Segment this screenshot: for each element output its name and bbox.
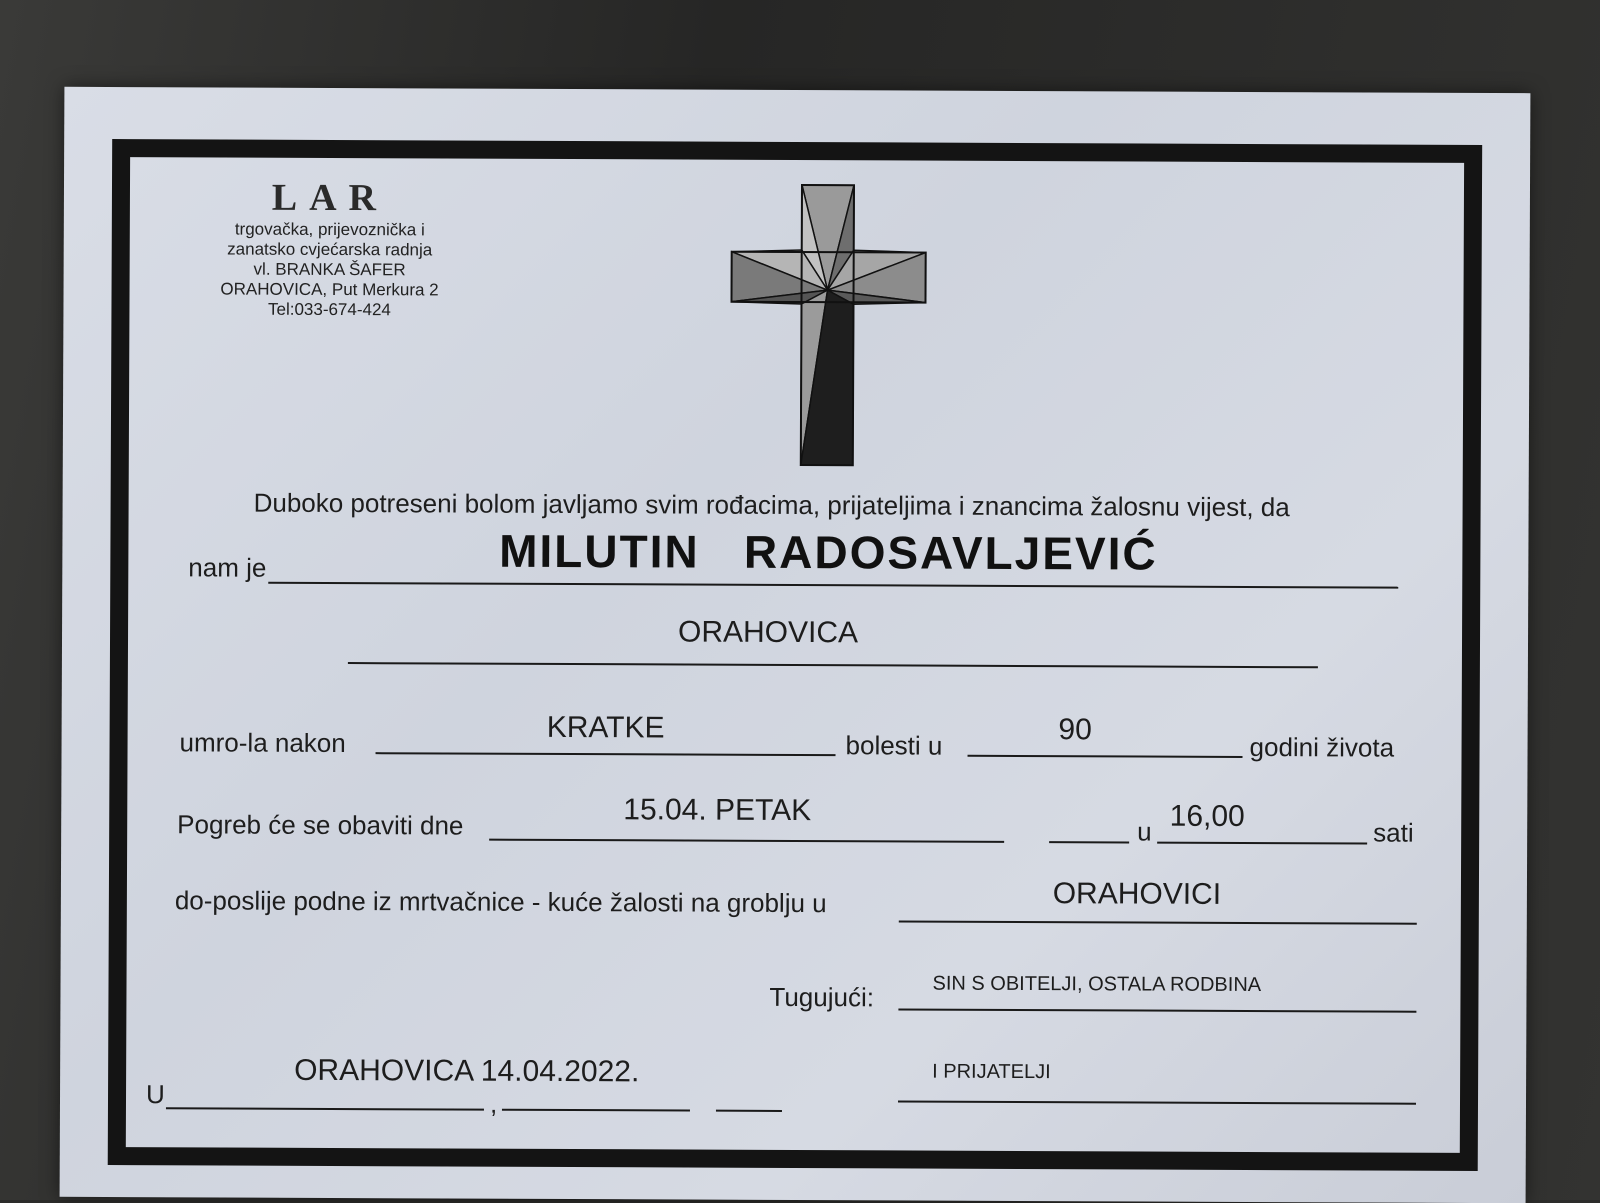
place-underline [348,662,1318,668]
mourners-label: Tugujući: [769,981,875,1013]
cross-icon [729,180,930,471]
funeral-at-label: u [1137,816,1152,847]
letterhead-line: vl. BRANKA ŠAFER [253,259,406,280]
footer-prefix-label: U [145,1079,165,1110]
burial-place-underline [899,920,1417,924]
funeral-date: 15.04. PETAK [623,793,812,828]
died-after-label: umro-la nakon [179,727,346,759]
funeral-date-underline [489,839,1004,843]
funeral-time: 16,00 [1169,799,1245,833]
funeral-date-label: Pogreb će se obaviti dne [177,809,464,841]
letterhead [184,175,475,320]
illness-type: KRATKE [546,710,665,745]
mourners-underline-1 [898,1008,1416,1012]
illness-in-label: bolesti u [845,730,943,761]
funeral-time-underline [1157,842,1367,845]
footer-place-underline [166,1107,484,1110]
burial-label: do-poslije podne iz mrtvačnice - kuće žalosti na groblju u [174,885,827,919]
intro-text: Duboko potreseni bolom javljamo svim rođacima, prijateljima i znancima žalosnu vijest, da [253,487,1290,523]
illness-underline [376,752,836,756]
obituary-notice [60,87,1531,1203]
name-underline [268,582,1398,589]
letterhead-line: trgovačka, prijevoznička i [234,219,425,240]
letterhead-line: Tel:033-674-424 [267,299,391,320]
mourners-underline-2 [898,1100,1416,1104]
funeral-blank-underline [1049,841,1129,843]
letterhead-line: zanatsko cvjećarska radnja [227,239,433,260]
name-prefix-label: nam je [188,552,267,583]
age-underline [968,755,1243,758]
age-value: 90 [1058,713,1092,747]
footer-comma: , [489,1088,498,1119]
footer-year-underline [716,1110,782,1112]
letterhead-line: ORAHOVICA, Put Merkura 2 [220,279,439,300]
burial-place: ORAHOVICI [1052,877,1222,911]
mourners-line-2: I PRIJATELJI [932,1060,1051,1084]
company-logo: LAR [271,176,389,220]
black-border-frame [108,139,1482,1171]
hours-label: sati [1373,817,1414,848]
years-of-life-label: godini života [1249,731,1395,763]
footer-place-date: ORAHOVICA 14.04.2022. [294,1053,640,1089]
footer-date-underline [502,1109,690,1112]
mourners-line-1: SIN S OBITELJI, OSTALA RODBINA [932,972,1262,997]
deceased-name: MILUTIN RADOSAVLJEVIĆ [499,524,1158,580]
residence-place: ORAHOVICA [677,615,859,650]
